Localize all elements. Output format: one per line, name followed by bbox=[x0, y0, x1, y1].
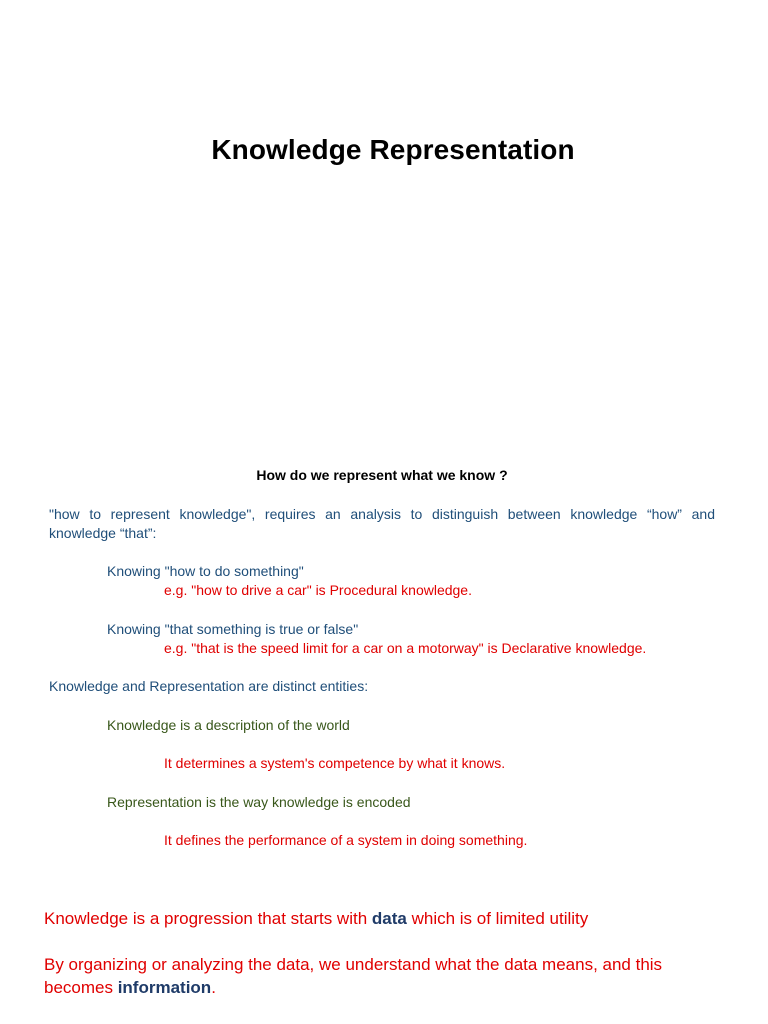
knowledge-detail: It determines a system's competence by what it knows. bbox=[164, 755, 506, 771]
data-highlight: data bbox=[371, 909, 407, 928]
progression-data-line bbox=[44, 907, 734, 930]
progression-text: which is of limited utility bbox=[406, 909, 589, 928]
progression-text: Knowledge is a progression that starts with bbox=[44, 909, 372, 928]
information-highlight: information bbox=[117, 978, 212, 997]
procedural-example: e.g. "how to drive a car" is Procedural knowledge. bbox=[164, 582, 472, 598]
progression-information-line bbox=[44, 953, 734, 999]
declarative-example: e.g. "that is the speed limit for a car on a motorway" is Declarative knowledge. bbox=[164, 640, 647, 656]
progression-text: By organizing or analyzing the data, we understand what the data means, and this becomes bbox=[44, 955, 663, 997]
declarative-heading: Knowing "that something is true or false" bbox=[107, 621, 359, 637]
distinct-heading: Knowledge and Representation are distinct entities: bbox=[49, 678, 369, 694]
progression-text: . bbox=[211, 978, 216, 997]
page-title: Knowledge Representation bbox=[211, 134, 575, 165]
procedural-heading: Knowing "how to do something" bbox=[107, 563, 304, 579]
section-subheading: How do we represent what we know ? bbox=[256, 467, 508, 483]
representation-label: Representation is the way knowledge is encoded bbox=[107, 794, 411, 810]
knowledge-label: Knowledge is a description of the world bbox=[107, 717, 350, 733]
intro-paragraph: "how to represent knowledge", requires an analysis to distinguish between knowledge “how” and knowledge “that”: bbox=[49, 506, 715, 541]
representation-detail: It defines the performance of a system in doing something. bbox=[164, 832, 528, 848]
